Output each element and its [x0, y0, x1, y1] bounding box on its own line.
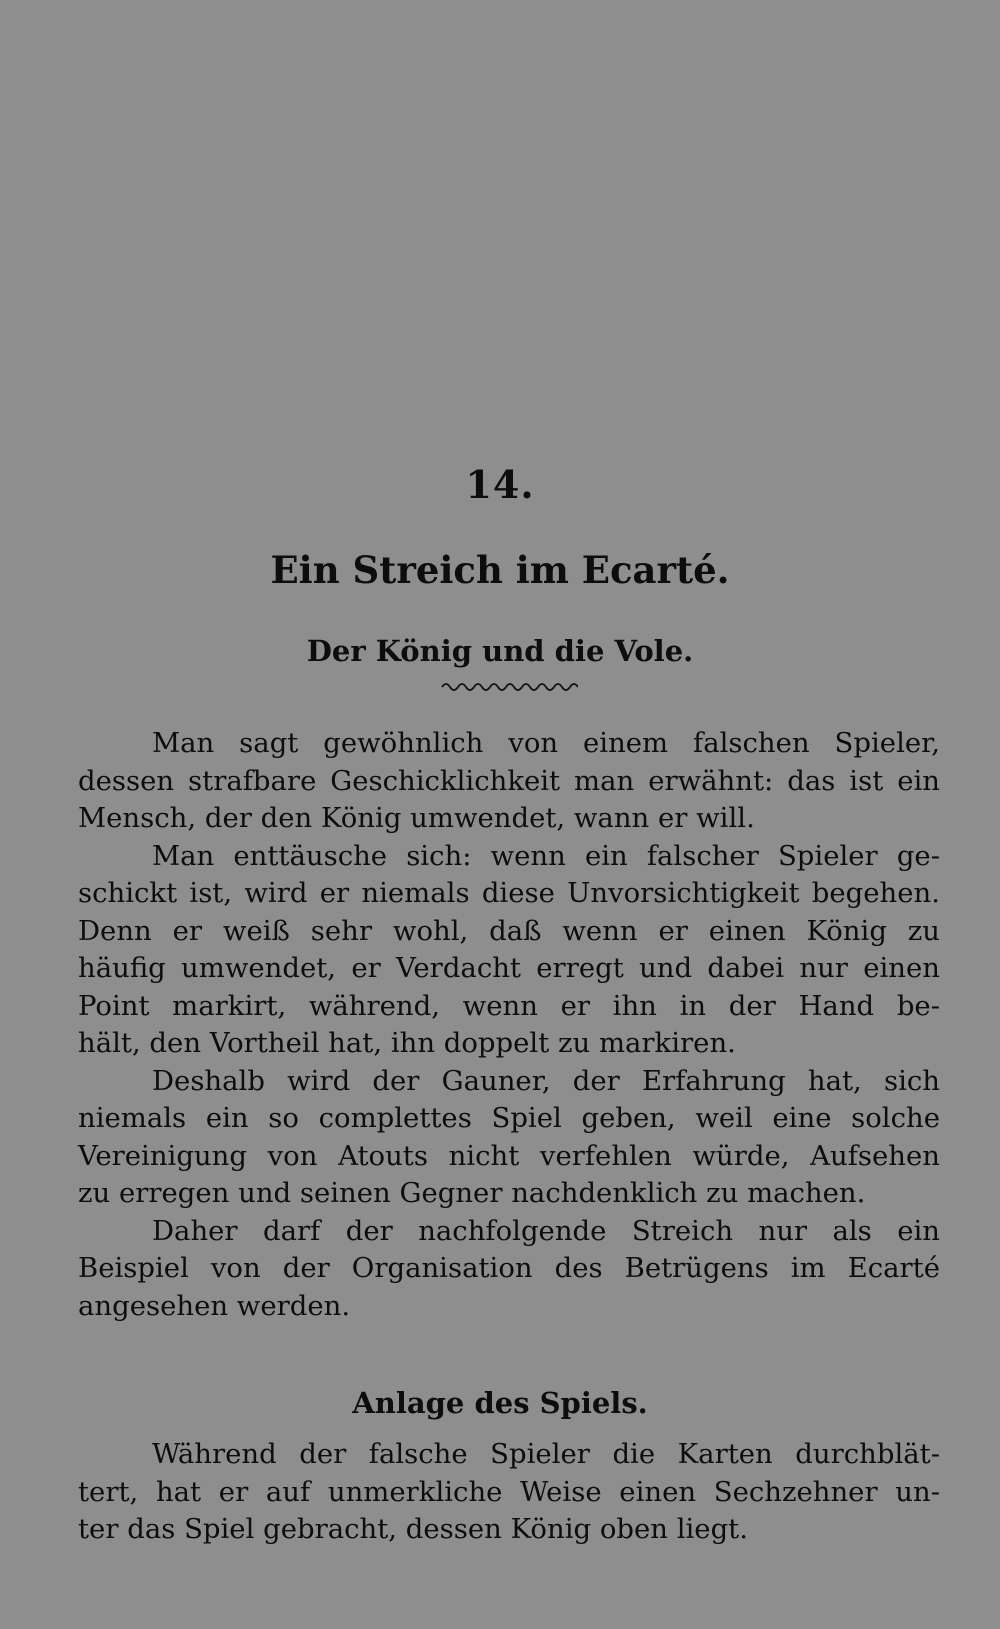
text-line: Man sagt gewöhnlich von einem falschen Spieler, — [152, 727, 940, 759]
text-line: Während der falsche Spieler die Karten durchblät- — [152, 1438, 940, 1470]
chapter-title: Ein Streich im Ecarté. — [270, 548, 730, 592]
text-line: Point markirt, während, wenn er ihn in der Hand be- — [78, 989, 940, 1022]
text-line: ter das Spiel gebracht, dessen König oben liegt. — [78, 1513, 748, 1545]
text-line: Vereinigung von Atouts nicht verfehlen würde, Aufsehen — [78, 1139, 940, 1172]
text-line: schickt ist, wird er niemals diese Unvorsichtigkeit begehen. — [78, 877, 940, 909]
section-body-game-setup — [78, 1436, 940, 1549]
text-line: Daher darf der nachfolgende Streich nur als ein — [152, 1214, 940, 1247]
text-line: Beispiel von der Organisation des Betrügens im Ecarté — [78, 1252, 940, 1284]
text-line: Deshalb wird der Gauner, der Erfahrung hat, sich — [152, 1064, 940, 1097]
section-body-king-and-vole — [78, 725, 940, 1325]
text-line: Mensch, der den König umwendet, wann er will. — [78, 802, 755, 834]
text-line: häufig umwendet, er Verdacht erregt und dabei nur einen — [78, 952, 940, 984]
text-line: tert, hat er auf unmerkliche Weise einen Sechzehner un- — [78, 1475, 940, 1508]
text-line: zu erregen und seinen Gegner nachdenklich zu machen. — [78, 1177, 866, 1209]
wavy-divider-ornament — [440, 680, 578, 694]
chapter-number: 14. — [465, 462, 535, 507]
text-line: niemals ein so complettes Spiel geben, weil eine solche — [78, 1102, 940, 1134]
section-heading-king-and-vole: Der König und die Vole. — [306, 634, 694, 668]
text-line: Man enttäusche sich: wenn ein falscher Spieler ge- — [152, 839, 940, 872]
section-heading-game-setup: Anlage des Spiels. — [352, 1386, 648, 1420]
text-line: dessen strafbare Geschicklichkeit man erwähnt: das ist ein — [78, 764, 940, 797]
text-line: Denn er weiß sehr wohl, daß wenn er einen König zu — [78, 914, 940, 947]
text-line: hält, den Vortheil hat, ihn doppelt zu markiren. — [78, 1027, 736, 1059]
text-line: angesehen werden. — [78, 1289, 351, 1322]
